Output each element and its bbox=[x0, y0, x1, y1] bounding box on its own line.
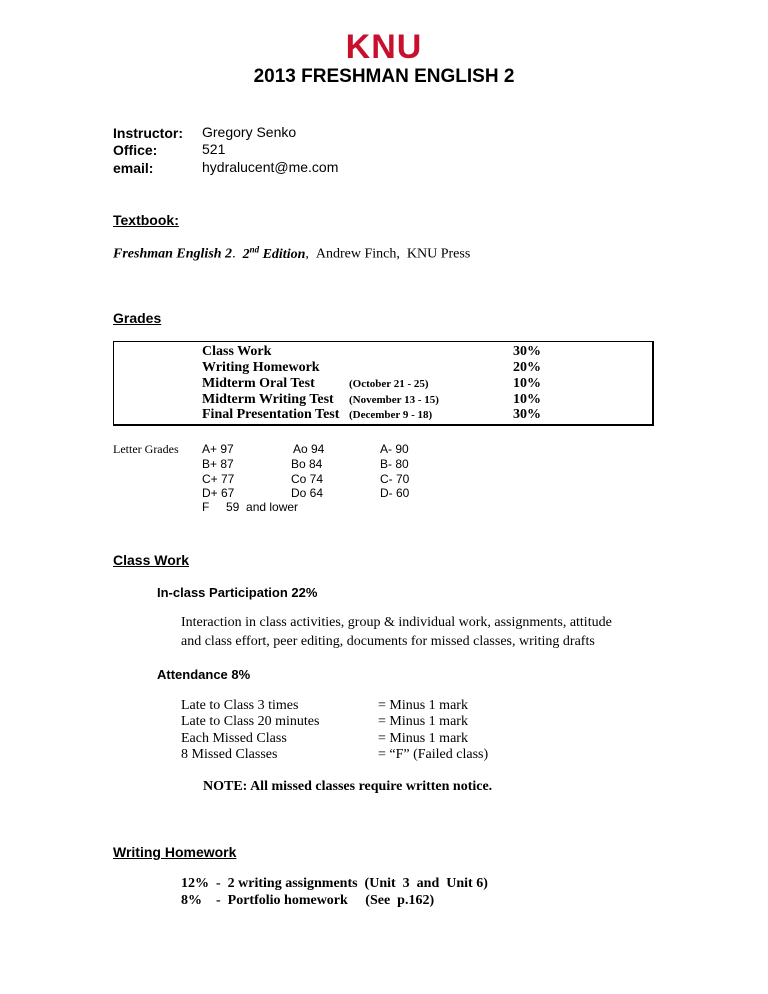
attendance-title: Attendance 8% bbox=[157, 667, 251, 682]
letter-grade: Ao 94 bbox=[293, 442, 325, 456]
instructor-label: Instructor: bbox=[113, 125, 183, 141]
letter-grade: A+ 97 bbox=[202, 442, 234, 456]
letter-grade: D- 60 bbox=[380, 486, 410, 500]
grade-row-name: Midterm Oral Test bbox=[202, 376, 315, 391]
office-value: 521 bbox=[202, 141, 226, 157]
grade-row-date: (December 9 - 18) bbox=[349, 409, 433, 421]
letter-grade: C- 70 bbox=[380, 472, 410, 486]
email-value: hydralucent@me.com bbox=[202, 159, 339, 175]
attendance-result: = Minus 1 mark bbox=[378, 698, 468, 713]
letter-grade: A- 90 bbox=[380, 442, 409, 456]
grade-row-name: Class Work bbox=[202, 344, 272, 359]
participation-text-line: and class effort, peer editing, documents for missed classes, writing drafts bbox=[181, 634, 595, 649]
grade-row-percent: 10% bbox=[513, 376, 541, 391]
letter-grade: Bo 84 bbox=[291, 457, 323, 471]
attendance-result: = Minus 1 mark bbox=[378, 731, 468, 746]
attendance-item: Each Missed Class bbox=[181, 731, 287, 746]
office-label: Office: bbox=[113, 142, 158, 158]
instructor-value: Gregory Senko bbox=[202, 124, 297, 140]
attendance-item: Late to Class 3 times bbox=[181, 698, 299, 713]
grades-heading: Grades bbox=[113, 310, 162, 326]
textbook-title: Freshman English 2 bbox=[113, 246, 233, 262]
writing-homework-line: 12% - 2 writing assignments (Unit 3 and Unit 6) bbox=[181, 876, 488, 891]
textbook-author: Andrew Finch, bbox=[315, 246, 400, 262]
attendance-item: 8 Missed Classes bbox=[181, 747, 278, 762]
textbook-publisher: KNU Press bbox=[406, 246, 471, 262]
textbook-edition-suffix: nd bbox=[249, 244, 260, 254]
letter-grade: C+ 77 bbox=[202, 472, 235, 486]
grade-row-name: Final Presentation Test bbox=[202, 407, 340, 422]
letter-grade: B+ 87 bbox=[202, 457, 234, 471]
writing-homework-heading: Writing Homework bbox=[113, 844, 237, 860]
grade-row-name: Midterm Writing Test bbox=[202, 392, 334, 407]
email-label: email: bbox=[113, 160, 154, 176]
attendance-result: = “F” (Failed class) bbox=[378, 747, 489, 762]
grade-row-name: Writing Homework bbox=[202, 360, 320, 375]
grade-row-percent: 30% bbox=[513, 344, 541, 359]
grade-row-percent: 20% bbox=[513, 360, 541, 375]
letter-grade: Co 74 bbox=[291, 472, 324, 486]
letter-grade-fail: F 59 and lower bbox=[202, 500, 299, 514]
knu-logo: KNU bbox=[345, 28, 423, 66]
participation-title: In-class Participation 22% bbox=[157, 585, 318, 600]
participation-text-line: Interaction in class activities, group & individual work, assignments, attitude bbox=[181, 615, 612, 630]
attendance-item: Late to Class 20 minutes bbox=[181, 714, 320, 729]
class-work-heading: Class Work bbox=[113, 552, 189, 568]
attendance-result: = Minus 1 mark bbox=[378, 714, 468, 729]
document-title: 2013 FRESHMAN ENGLISH 2 bbox=[253, 66, 515, 87]
textbook-heading: Textbook: bbox=[113, 212, 179, 228]
writing-homework-line: 8% - Portfolio homework (See p.162) bbox=[181, 893, 435, 908]
letter-grades-label: Letter Grades bbox=[113, 442, 179, 456]
letter-grade: Do 64 bbox=[291, 486, 324, 500]
grade-row-date: (October 21 - 25) bbox=[349, 378, 429, 390]
grade-row-percent: 30% bbox=[513, 407, 541, 422]
textbook-edition-number: 2 bbox=[242, 246, 250, 262]
attendance-note: NOTE: All missed classes require written notice. bbox=[203, 779, 493, 794]
textbook-edition-word: Edition bbox=[262, 246, 306, 262]
letter-grade: B- 80 bbox=[380, 457, 409, 471]
letter-grade: D+ 67 bbox=[202, 486, 235, 500]
grade-row-percent: 10% bbox=[513, 392, 541, 407]
grade-row-date: (November 13 - 15) bbox=[349, 394, 439, 406]
textbook-citation: Freshman English 2. 2nd Edition, Andrew Finch, KNU Press bbox=[113, 244, 471, 262]
